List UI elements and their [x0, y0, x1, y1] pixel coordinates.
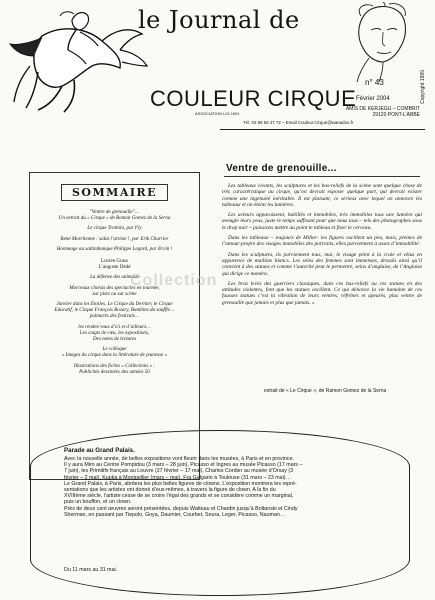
article-title: Ventre de grenouille...	[226, 163, 337, 174]
sommaire-item: Janvier dans les Etoiles. Le Cirque du Dernier, le Cirque Educatif, le Cirque François Rosary, Bambins du souffle… palmarès des festivals…	[54, 301, 175, 320]
sommaire-item: Le colloque « Images du cirque dans la littérature de jeunesse »	[61, 346, 168, 359]
sommaire-item: "Ventre de grenouille"… Un extrait du « Cirque » de Ramon Gomez de la Serna	[58, 209, 171, 222]
parade-title: Parade au Grand Palais.	[64, 447, 135, 454]
parade-dates: Du 11 mars au 31 mai.	[64, 567, 118, 573]
parade-body	[64, 456, 364, 518]
parade-line: Avec la nouvelle année, de belles expositions vont fleurir dans les musées, à Paris et en province.	[64, 456, 294, 462]
sommaire-item: René Morchenne : salut l’artiste !, par Erik Charrier	[60, 235, 169, 242]
sommaire-item: les rendez-vous d’ici et d’ailleurs… Les coups de cœu, les expositions, Des notes de lectures	[78, 323, 151, 343]
issue-month: Février 2004	[356, 96, 390, 102]
sommaire-item: Morceaux choisis des spectacles en tournée, sur piste ou sur scène	[69, 284, 160, 297]
article-byline: extrait de « Le Cirque », de Ramon Gomez de la Serna	[264, 388, 387, 394]
sommaire-item: Hommage au saltimbanque Philippe Legard, par Ervin !	[56, 245, 173, 252]
sommaire-item: Illustrations des fiches « Collections » : Publicités dessinées des années 50	[73, 362, 156, 375]
parade-line: XVIIIème siècle, l’artiste cesse de se croire l’égal des grands et se considère comme un marginal,	[64, 493, 294, 500]
sommaire-title: SOMMAIRE	[61, 184, 168, 201]
contact-line: Tél. 02 98 56 47 72 – Email Couleur.Cirque@wanadoo.fr	[243, 120, 354, 125]
sommaire-item: Lucien Grass L’auguste Dédé	[98, 258, 131, 271]
watermark: Collection	[130, 272, 218, 289]
masthead	[0, 0, 435, 130]
article-paragraph: Les acteurs apparaissent, habillés et immobiles, très immobiles tous une lumière qui aveugle leurs yeux, juste le temps suffisant pour que nous tous – tels des photographes sous le drap noir – puissions mettre au point le tableau et fixer le cerveau.	[222, 212, 422, 231]
article-paragraph: Dans les tableaux – toujours de Millet– les figures oscillent un peu, mais, pleines de l’amour-propre des visages immobiles des portraits, elles parviennent à assez d’immobilité.	[222, 235, 422, 248]
article-paragraph: Dans les sculptures, ils parviennent tous, mai, le visage peint à la craie et vêtus en apparence de maillots blancs. Les seins des femmes sont immenses, dressés ainsi qu’il convient à des statues et comme l’autorité peut le permettre, seins d’anglaise, de l’Anglaise qui dirige ce numéro.	[222, 251, 422, 277]
journal-title-top: le Journal de	[138, 6, 300, 34]
issue-number: n° 43	[365, 78, 384, 87]
association-label: ASSOCIATION LOI 1901	[195, 111, 240, 116]
parade-line: sentations que les artistes ont donné d’eux-mêmes, à travers la figure de clown. A la fin du	[64, 487, 276, 494]
article-body	[222, 183, 422, 310]
sommaire-item: Le cirque Trottola, par Fly	[87, 225, 142, 232]
parade-line: puis un bouffon, et un clown.	[64, 499, 132, 506]
parade-line: février – 2 mai), Kupka à Montpellier (mars – mai), Fra Galgario à Toulouse (31 mars – 23 mai)…	[64, 474, 291, 481]
address-line: AMIS DE KERJEGU – COMBRIT	[345, 106, 420, 112]
article-title-underline	[224, 176, 420, 177]
address-block	[328, 106, 420, 118]
parade-line: Près de deux cent œuvres seront présentées, depuis Watteau et Chardin jusqu’à Boltanski et Cindy	[64, 505, 298, 512]
face-sketch-illustration	[345, 2, 415, 82]
sommaire-item: La défense des animaux	[90, 274, 139, 281]
parade-line: Le Grand Palais, à Paris, abritera les plus belles figures de clowns. L’exposition montrera les repré-	[64, 480, 297, 487]
parade-line: Il y aura Miro au Centre Pompidou (3 mars – 28 juin), Picasso et Ingres au musée Picasso (17 mars –	[64, 462, 303, 469]
address-line: 29120 PONT-L’ABBE	[372, 112, 420, 118]
article-paragraph: Les bras levés des guerriers classiques, dans ces bas-reliefs ou ces statues en des attitudes violentes, font que les statues oscillent. Ce qui dénonce la vie humaine de ces fausses statues c’est la vibration de leurs ventres, réfrénés et apeurés, plus ventre de grenouille que jamais et plus que jamais. »	[222, 280, 422, 306]
parade-line: 7 juin), les Primitifs français au Louvre (27 février – 17 mai), Charles Cordier au musée d’Orsay (3	[64, 468, 294, 475]
article-paragraph: Les tableaux vivants, les sculptures et les bas-reliefs de la scène sont quelque chose de très caractéristique au cirque, qu’on devrait exposer quelque part, qui devrait exister comme une ingénuité inévitable. Il est plaisant, ce sérieux avec lequel on annonce les tableaux et on éteint les lumières.	[222, 183, 422, 208]
side-code: Copyright 1995	[420, 70, 426, 104]
masthead-divider	[220, 129, 425, 130]
journal-title-main: COULEUR CIRQUE	[150, 86, 357, 111]
parade-line: Sherman, en passant par Tiepolo, Goya, Daumier, Courbet, Seura, Leger, Picasso, Nauman…	[64, 511, 286, 518]
